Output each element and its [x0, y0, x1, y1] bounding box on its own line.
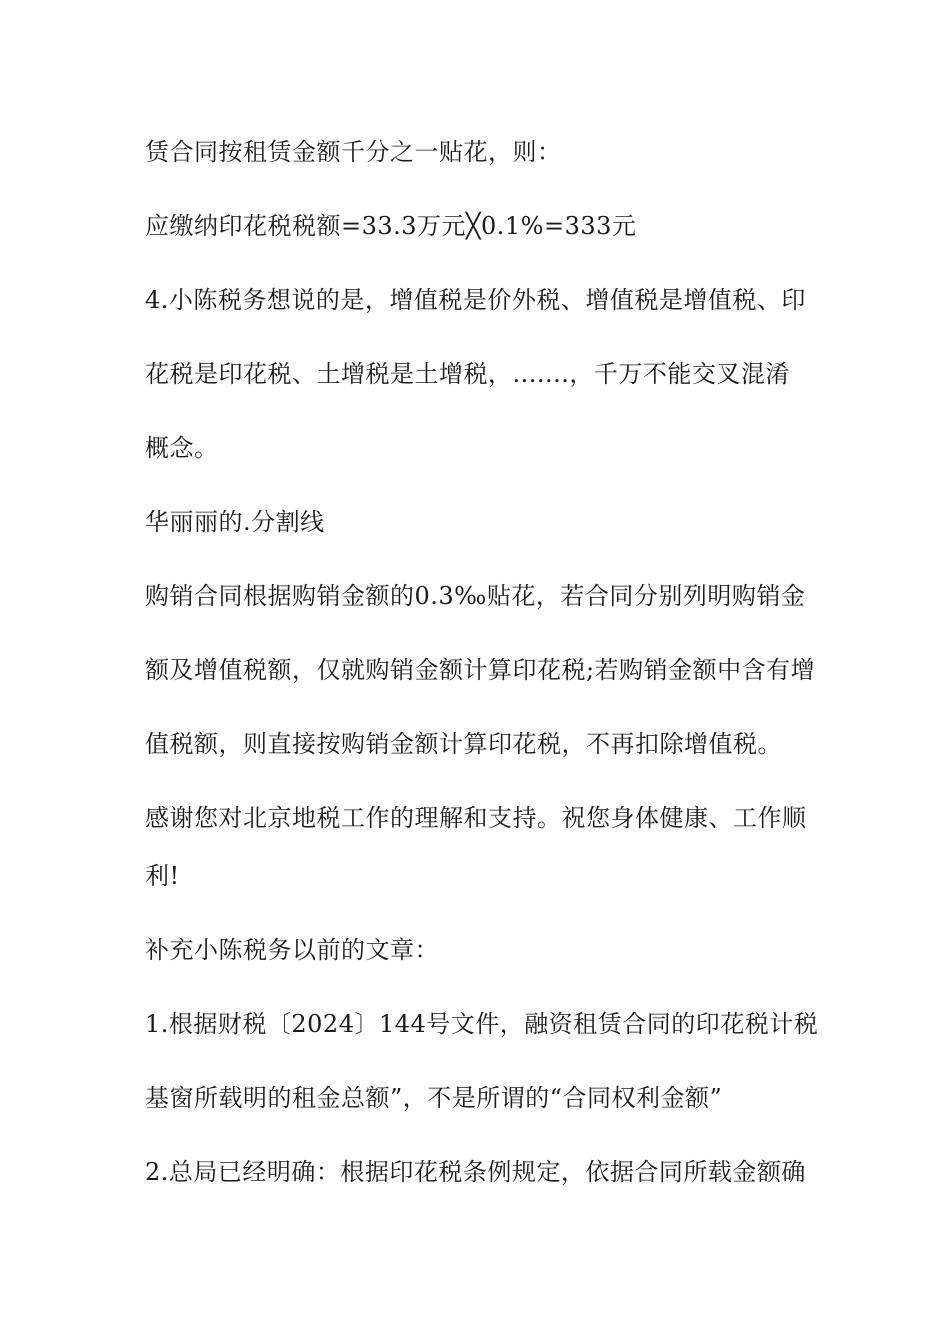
text-line: 1.根据财税〔2024〕144号文件，融资租赁合同的印花税计税: [145, 1010, 819, 1038]
text-line: 华丽丽的.分割线: [145, 508, 325, 536]
text-line: 利!: [145, 862, 180, 890]
text-line: 赁合同按租赁金额千分之一贴花，则：: [145, 138, 562, 166]
text-line: 4.小陈税务想说的是，增值税是价外税、增值税是增值税、印: [145, 286, 806, 314]
text-line: 值税额，则直接按购销金额计算印花税，不再扣除增值税。: [145, 730, 782, 758]
text-line: 补充小陈税务以前的文章：: [145, 936, 439, 964]
text-line: 应缴纳印花税税额=33.3万元╳0.1%=333元: [145, 212, 637, 240]
text-line: 购销合同根据购销金额的0.3‰贴花，若合同分别列明购销金: [145, 582, 806, 610]
text-line: 基窗所载明的租金总额”，不是所谓的“合同权利金额”: [145, 1084, 723, 1112]
text-line: 2.总局已经明确：根据印花税条例规定，依据合同所载金额确: [145, 1158, 806, 1186]
text-line: 花税是印花税、土增税是土增税，.......，千万不能交叉混淆: [145, 360, 790, 388]
text-line: 额及增值税额，仅就购销金额计算印花税;若购销金额中含有增: [145, 656, 816, 684]
text-line: 感谢您对北京地税工作的理解和支持。祝您身体健康、工作顺: [145, 804, 807, 832]
text-line: 概念。: [145, 434, 219, 462]
